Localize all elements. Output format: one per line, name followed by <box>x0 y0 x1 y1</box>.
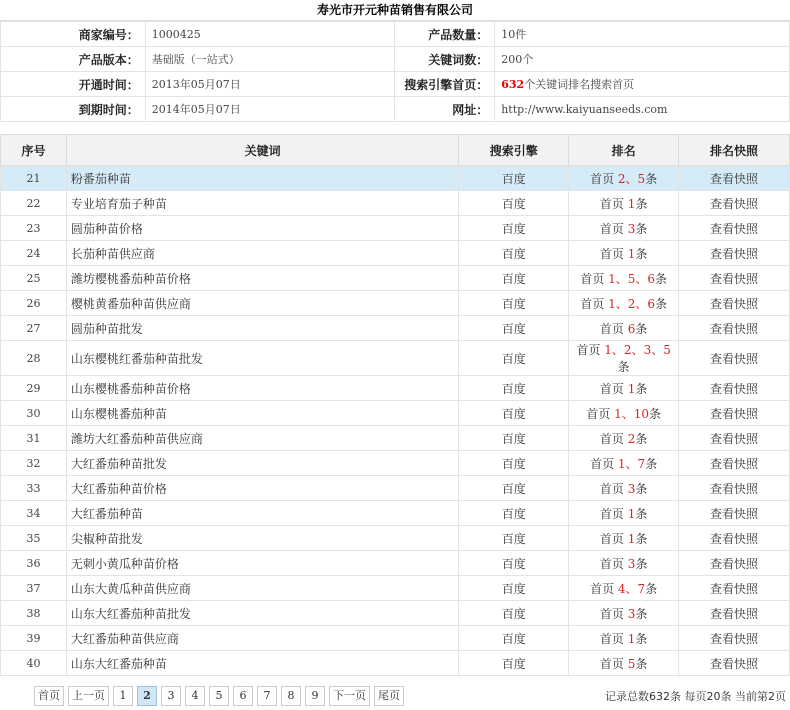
table-row[interactable] <box>1 291 790 316</box>
row-number: 37 <box>1 576 67 601</box>
rank-cell <box>569 626 679 651</box>
expire-time-value: 2014年05月07日 <box>145 97 395 122</box>
rank-prefix: 首页 <box>599 531 624 546</box>
merchant-id-value: 1000425 <box>145 22 395 47</box>
open-time-label: 开通时间： <box>1 72 146 97</box>
rank-positions: 5 <box>627 656 636 671</box>
col-header-no: 序号 <box>1 135 67 166</box>
row-number: 29 <box>1 376 67 401</box>
search-engine-cell: 百度 <box>459 216 569 241</box>
rank-prefix: 首页 <box>580 296 605 311</box>
row-number: 35 <box>1 526 67 551</box>
rank-positions: 3 <box>627 606 636 621</box>
keyword-cell: 尖椒种苗批发 <box>66 526 458 551</box>
page-number-button[interactable]: 7 <box>257 686 277 706</box>
page-number-button[interactable]: 9 <box>305 686 325 706</box>
search-engine-cell: 百度 <box>459 376 569 401</box>
view-snapshot-link[interactable]: 查看快照 <box>679 166 790 191</box>
view-snapshot-link[interactable]: 查看快照 <box>679 241 790 266</box>
view-snapshot-link[interactable]: 查看快照 <box>679 216 790 241</box>
rank-cell <box>569 401 679 426</box>
rank-suffix: 条 <box>635 321 648 336</box>
view-snapshot-link[interactable]: 查看快照 <box>679 601 790 626</box>
search-engine-cell: 百度 <box>459 576 569 601</box>
rank-suffix: 条 <box>635 431 648 446</box>
view-snapshot-link[interactable]: 查看快照 <box>679 501 790 526</box>
rank-prefix: 首页 <box>599 246 624 261</box>
keyword-cell: 山东大红番茄种苗批发 <box>66 601 458 626</box>
table-row[interactable] <box>1 401 790 426</box>
rank-cell <box>569 191 679 216</box>
view-snapshot-link[interactable]: 查看快照 <box>679 476 790 501</box>
keyword-cell: 山东樱桃番茄种苗 <box>66 401 458 426</box>
keyword-cell: 专业培育茄子种苗 <box>66 191 458 216</box>
row-number: 22 <box>1 191 67 216</box>
row-number: 40 <box>1 651 67 676</box>
rank-prefix: 首页 <box>590 581 615 596</box>
rank-prefix: 首页 <box>576 343 601 357</box>
rank-cell <box>569 651 679 676</box>
table-row[interactable] <box>1 476 790 501</box>
rank-positions: 1 <box>627 506 636 521</box>
keyword-ranking-table <box>0 134 790 676</box>
rank-cell <box>569 166 679 191</box>
rank-cell <box>569 501 679 526</box>
page-number-list <box>113 686 325 706</box>
rank-cell <box>569 476 679 501</box>
version-value: 基础版（一站式） <box>145 47 395 72</box>
rank-positions: 1 <box>627 196 636 211</box>
search-engine-cell: 百度 <box>459 551 569 576</box>
rank-cell <box>569 376 679 401</box>
table-row[interactable] <box>1 241 790 266</box>
search-engine-cell: 百度 <box>459 451 569 476</box>
view-snapshot-link[interactable]: 查看快照 <box>679 341 790 376</box>
prev-page-button[interactable]: 上一页 <box>68 686 109 706</box>
keyword-cell: 山东大红番茄种苗 <box>66 651 458 676</box>
record-summary: 记录总数632条 每页20条 当前第2页 <box>605 690 786 703</box>
rank-suffix: 条 <box>635 506 648 521</box>
rank-suffix: 条 <box>635 556 648 571</box>
table-row[interactable] <box>1 576 790 601</box>
rank-suffix: 条 <box>617 360 630 374</box>
table-row[interactable] <box>1 551 790 576</box>
rank-positions: 3 <box>627 556 636 571</box>
view-snapshot-link[interactable]: 查看快照 <box>679 376 790 401</box>
col-header-search-engine: 搜索引擎 <box>459 135 569 166</box>
rank-prefix: 首页 <box>599 431 624 446</box>
view-snapshot-link[interactable]: 查看快照 <box>679 526 790 551</box>
keyword-cell: 大红番茄种苗价格 <box>66 476 458 501</box>
search-engine-cell: 百度 <box>459 601 569 626</box>
rank-suffix: 条 <box>635 606 648 621</box>
view-snapshot-link[interactable]: 查看快照 <box>679 316 790 341</box>
rank-suffix: 条 <box>635 196 648 211</box>
page-number-button[interactable]: 1 <box>113 686 133 706</box>
first-page-button[interactable]: 首页 <box>34 686 64 706</box>
merchant-id-label: 商家编号： <box>1 22 146 47</box>
keyword-cell: 山东大黄瓜种苗供应商 <box>66 576 458 601</box>
rank-prefix: 首页 <box>599 321 624 336</box>
row-number: 26 <box>1 291 67 316</box>
keyword-cell: 圆茄种苗价格 <box>66 216 458 241</box>
rank-positions: 3 <box>627 481 636 496</box>
view-snapshot-link[interactable]: 查看快照 <box>679 191 790 216</box>
website-value: http://www.kaiyuanseeds.com <box>495 97 790 122</box>
view-snapshot-link[interactable]: 查看快照 <box>679 266 790 291</box>
col-header-rank: 排名 <box>569 135 679 166</box>
view-snapshot-link[interactable]: 查看快照 <box>679 401 790 426</box>
keyword-cell: 山东樱桃红番茄种苗批发 <box>66 341 458 376</box>
search-engine-cell: 百度 <box>459 166 569 191</box>
rank-positions: 3 <box>627 221 636 236</box>
table-row[interactable] <box>1 626 790 651</box>
rank-positions: 1 <box>627 246 636 261</box>
keyword-cell: 大红番茄种苗供应商 <box>66 626 458 651</box>
search-engine-cell: 百度 <box>459 651 569 676</box>
rank-suffix: 条 <box>655 296 668 311</box>
rank-positions: 1、7 <box>617 456 646 471</box>
table-row[interactable] <box>1 266 790 291</box>
page-number-button[interactable]: 5 <box>209 686 229 706</box>
search-home-value <box>495 72 790 97</box>
last-page-button[interactable]: 尾页 <box>374 686 404 706</box>
table-row[interactable] <box>1 191 790 216</box>
page-number-button[interactable]: 2 <box>137 686 157 706</box>
rank-cell <box>569 551 679 576</box>
table-row[interactable] <box>1 526 790 551</box>
rank-positions: 2、5 <box>617 171 646 186</box>
keyword-cell: 樱桃黄番茄种苗供应商 <box>66 291 458 316</box>
merchant-info-table <box>0 21 790 122</box>
website-label: 网址： <box>395 97 495 122</box>
table-row[interactable] <box>1 341 790 376</box>
col-header-snapshot: 排名快照 <box>679 135 790 166</box>
rank-cell <box>569 426 679 451</box>
next-page-button[interactable]: 下一页 <box>329 686 370 706</box>
search-engine-cell: 百度 <box>459 291 569 316</box>
page-number-button[interactable]: 3 <box>161 686 181 706</box>
page-number-button[interactable]: 8 <box>281 686 301 706</box>
rank-suffix: 条 <box>635 656 648 671</box>
keyword-cell: 长茄种苗供应商 <box>66 241 458 266</box>
search-engine-cell: 百度 <box>459 266 569 291</box>
keyword-count-label: 关键词数： <box>395 47 495 72</box>
rank-cell <box>569 266 679 291</box>
search-engine-cell: 百度 <box>459 401 569 426</box>
row-number: 27 <box>1 316 67 341</box>
pagination-bar <box>0 680 790 710</box>
table-row[interactable] <box>1 376 790 401</box>
rank-positions: 1、2、3、5 <box>604 343 671 357</box>
view-snapshot-link[interactable]: 查看快照 <box>679 291 790 316</box>
search-engine-cell: 百度 <box>459 426 569 451</box>
rank-cell <box>569 526 679 551</box>
company-title: 寿光市开元种苗销售有限公司 <box>0 0 790 21</box>
table-row[interactable] <box>1 316 790 341</box>
row-number: 31 <box>1 426 67 451</box>
rank-cell <box>569 576 679 601</box>
rank-prefix: 首页 <box>599 556 624 571</box>
keyword-cell: 山东樱桃番茄种苗价格 <box>66 376 458 401</box>
keyword-cell: 粉番茄种苗 <box>66 166 458 191</box>
view-snapshot-link[interactable]: 查看快照 <box>679 451 790 476</box>
row-number: 28 <box>1 341 67 376</box>
rank-suffix: 条 <box>645 581 658 596</box>
keyword-cell: 大红番茄种苗批发 <box>66 451 458 476</box>
rank-positions: 2 <box>627 431 636 446</box>
table-header-row <box>1 135 790 166</box>
info-row <box>1 72 790 97</box>
page-number-button[interactable]: 6 <box>233 686 253 706</box>
rank-suffix: 条 <box>645 171 658 186</box>
rank-positions: 1、5、6 <box>608 271 656 286</box>
rank-positions: 6 <box>627 321 636 336</box>
rank-suffix: 条 <box>635 481 648 496</box>
rank-positions: 1 <box>627 381 636 396</box>
rank-prefix: 首页 <box>599 606 624 621</box>
rank-suffix: 条 <box>649 406 662 421</box>
search-engine-cell: 百度 <box>459 191 569 216</box>
rank-cell <box>569 291 679 316</box>
search-home-label: 搜索引擎首页： <box>395 72 495 97</box>
search-engine-cell: 百度 <box>459 341 569 376</box>
table-row[interactable] <box>1 451 790 476</box>
rank-cell <box>569 216 679 241</box>
rank-positions: 1 <box>627 531 636 546</box>
search-engine-cell: 百度 <box>459 501 569 526</box>
table-row[interactable] <box>1 216 790 241</box>
row-number: 39 <box>1 626 67 651</box>
table-row[interactable] <box>1 501 790 526</box>
row-number: 38 <box>1 601 67 626</box>
rank-positions: 4、7 <box>617 581 646 596</box>
view-snapshot-link[interactable]: 查看快照 <box>679 651 790 676</box>
rank-suffix: 条 <box>635 531 648 546</box>
rank-suffix: 条 <box>645 456 658 471</box>
rank-suffix: 条 <box>635 246 648 261</box>
keyword-count-value: 200个 <box>495 47 790 72</box>
rank-prefix: 首页 <box>599 196 624 211</box>
rank-cell <box>569 316 679 341</box>
rank-cell <box>569 241 679 266</box>
row-number: 23 <box>1 216 67 241</box>
pager <box>34 686 404 706</box>
row-number: 30 <box>1 401 67 426</box>
rank-suffix: 条 <box>655 271 668 286</box>
info-row <box>1 97 790 122</box>
rank-prefix: 首页 <box>599 221 624 236</box>
keyword-cell: 大红番茄种苗 <box>66 501 458 526</box>
rank-suffix: 条 <box>635 381 648 396</box>
rank-suffix: 条 <box>635 221 648 236</box>
row-number: 33 <box>1 476 67 501</box>
rank-cell <box>569 451 679 476</box>
table-row[interactable] <box>1 426 790 451</box>
search-home-suffix: 个关键词排名搜索首页 <box>524 78 635 91</box>
keyword-cell: 潍坊大红番茄种苗供应商 <box>66 426 458 451</box>
rank-prefix: 首页 <box>599 656 624 671</box>
rank-positions: 1、2、6 <box>608 296 656 311</box>
rank-prefix: 首页 <box>599 506 624 521</box>
row-number: 36 <box>1 551 67 576</box>
search-engine-cell: 百度 <box>459 316 569 341</box>
search-home-count: 632 <box>501 78 525 91</box>
rank-cell <box>569 601 679 626</box>
row-number: 32 <box>1 451 67 476</box>
open-time-value: 2013年05月07日 <box>145 72 395 97</box>
version-label: 产品版本： <box>1 47 146 72</box>
rank-prefix: 首页 <box>599 381 624 396</box>
row-number: 24 <box>1 241 67 266</box>
info-row <box>1 22 790 47</box>
row-number: 25 <box>1 266 67 291</box>
table-row[interactable] <box>1 166 790 191</box>
view-snapshot-link[interactable]: 查看快照 <box>679 626 790 651</box>
table-row[interactable] <box>1 651 790 676</box>
row-number: 34 <box>1 501 67 526</box>
keyword-cell: 潍坊樱桃番茄种苗价格 <box>66 266 458 291</box>
rank-prefix: 首页 <box>590 456 615 471</box>
product-qty-value: 10件 <box>495 22 790 47</box>
rank-cell <box>569 341 679 376</box>
row-number: 21 <box>1 166 67 191</box>
rank-prefix: 首页 <box>586 406 611 421</box>
expire-time-label: 到期时间： <box>1 97 146 122</box>
table-row[interactable] <box>1 601 790 626</box>
rank-prefix: 首页 <box>599 481 624 496</box>
keyword-cell: 圆茄种苗批发 <box>66 316 458 341</box>
rank-prefix: 首页 <box>590 171 615 186</box>
rank-prefix: 首页 <box>580 271 605 286</box>
product-qty-label: 产品数量： <box>395 22 495 47</box>
view-snapshot-link[interactable]: 查看快照 <box>679 551 790 576</box>
view-snapshot-link[interactable]: 查看快照 <box>679 576 790 601</box>
view-snapshot-link[interactable]: 查看快照 <box>679 426 790 451</box>
rank-positions: 1、10 <box>614 406 650 421</box>
rank-prefix: 首页 <box>599 631 624 646</box>
search-engine-cell: 百度 <box>459 626 569 651</box>
search-engine-cell: 百度 <box>459 526 569 551</box>
rank-suffix: 条 <box>635 631 648 646</box>
search-engine-cell: 百度 <box>459 476 569 501</box>
keyword-cell: 无刺小黄瓜种苗价格 <box>66 551 458 576</box>
rank-positions: 1 <box>627 631 636 646</box>
col-header-keyword: 关键词 <box>66 135 458 166</box>
info-row <box>1 47 790 72</box>
search-engine-cell: 百度 <box>459 241 569 266</box>
page-number-button[interactable]: 4 <box>185 686 205 706</box>
